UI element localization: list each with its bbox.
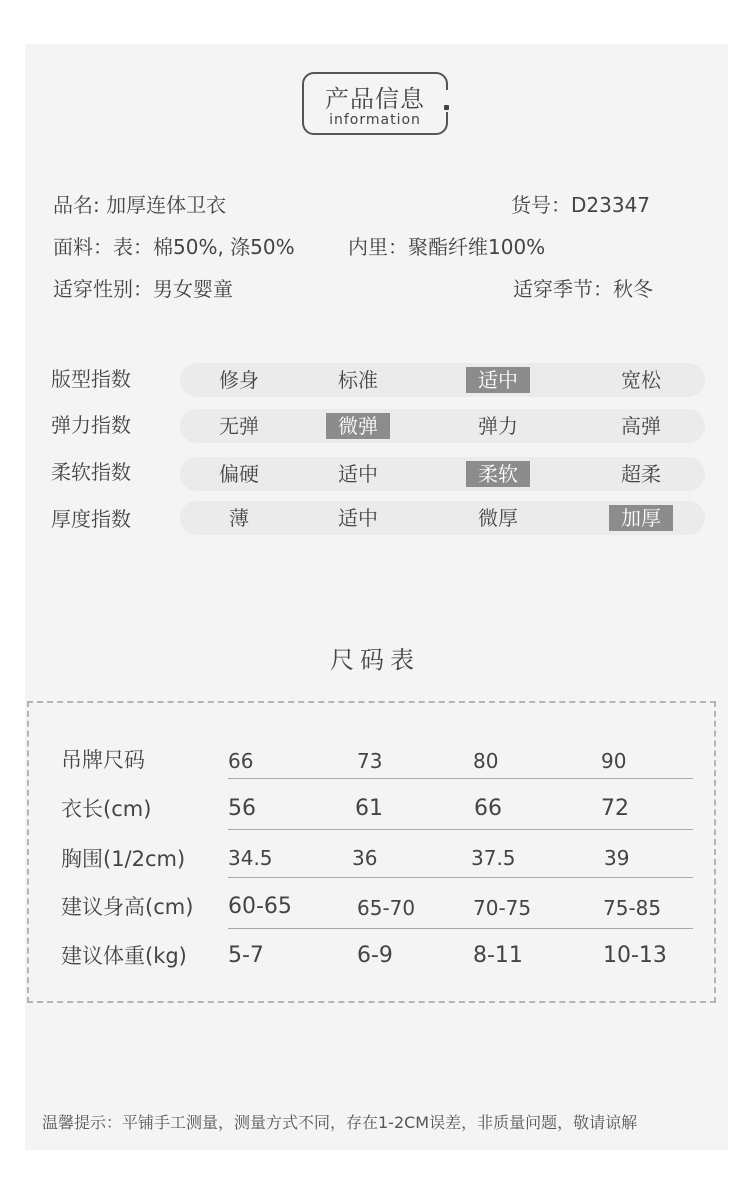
season-info: 适穿季节：秋冬 [513,277,653,301]
index-label: 弹力指数 [51,413,131,437]
size-cell: 10-13 [603,943,667,968]
header-subtitle: information [329,112,421,128]
lining-info: 内里：聚酯纤维100% [348,235,546,259]
size-cell: 65-70 [357,896,416,920]
size-cell: 39 [604,846,630,870]
product-sku: 货号：D23347 [511,193,651,217]
size-cell: 37.5 [471,846,516,870]
size-row-label: 建议身高(cm) [61,895,194,919]
size-cell: 61 [355,796,383,821]
size-cell: 56 [228,796,256,821]
header-title: 产品信息 [325,85,425,113]
index-track-elasticity [180,409,705,443]
size-cell: 72 [601,796,629,821]
size-chart-title: 尺码表 [330,646,420,674]
index-track-softness [180,457,705,491]
index-label: 柔软指数 [51,460,131,484]
badge-dot [444,105,449,110]
row-divider [228,877,693,878]
fabric-info: 面料：表：棉50%, 涤50% [53,235,295,259]
gender-info: 适穿性别：男女婴童 [53,277,233,301]
index-option-selected: 适中 [461,363,535,397]
size-cell: 75-85 [603,896,662,920]
size-cell: 60-65 [228,894,292,919]
index-option: 高弹 [621,414,661,438]
size-cell: 70-75 [473,896,532,920]
size-cell: 8-11 [473,943,523,968]
size-row-label: 吊牌尺码 [61,748,145,772]
index-label: 厚度指数 [51,507,131,531]
index-option: 宽松 [621,368,661,392]
index-option: 适中 [338,462,378,486]
index-option: 无弹 [219,414,259,438]
index-option-selected: 微弹 [321,409,395,443]
row-divider [228,829,693,830]
row-divider [228,928,693,929]
size-cell: 80 [473,749,499,773]
index-track-thickness [180,501,705,535]
size-cell: 36 [352,846,378,870]
index-option: 适中 [338,506,378,530]
size-row-label: 胸围(1/2cm) [61,847,186,871]
index-option: 标准 [338,368,378,392]
row-divider [228,778,693,779]
size-cell: 6-9 [357,943,393,968]
size-cell: 73 [357,749,383,773]
measurement-tip: 温馨提示：平铺手工测量，测量方式不同，存在1-2CM误差，非质量问题，敬请谅解 [42,1113,638,1132]
index-option: 弹力 [478,414,518,438]
size-row-label: 建议体重(kg) [61,944,187,968]
index-option: 微厚 [478,506,518,530]
section-header-badge [302,72,448,135]
size-cell: 34.5 [228,846,273,870]
size-row-label: 衣长(cm) [61,797,152,821]
index-option: 修身 [219,368,259,392]
index-option: 偏硬 [219,462,259,486]
index-option-selected: 加厚 [604,501,678,535]
index-label: 版型指数 [51,367,131,391]
size-cell: 5-7 [228,943,264,968]
index-track-fit [180,363,705,397]
index-option: 薄 [229,506,249,530]
size-cell: 90 [601,749,627,773]
index-option: 超柔 [621,462,661,486]
size-cell: 66 [228,749,254,773]
size-cell: 66 [474,796,502,821]
product-name: 品名: 加厚连体卫衣 [53,193,227,217]
index-option-selected: 柔软 [461,457,535,491]
